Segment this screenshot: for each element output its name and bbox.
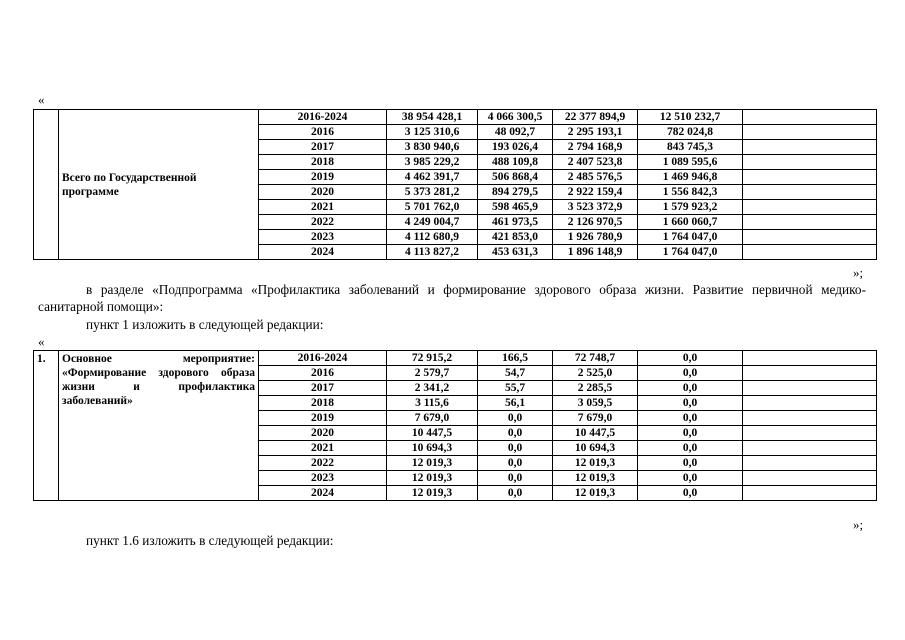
total-amount-cell: 1 764 047,0 bbox=[638, 230, 743, 245]
total-amount-cell: 1 089 595,6 bbox=[638, 155, 743, 170]
activity-amount-cell: 55,7 bbox=[478, 381, 553, 396]
total-amount-cell: 3 125 310,6 bbox=[387, 125, 478, 140]
total-amount-cell: 506 868,4 bbox=[478, 170, 553, 185]
activity-amount-cell: 72 748,7 bbox=[553, 351, 638, 366]
activity-amount-cell: 0,0 bbox=[638, 486, 743, 501]
total-empty-cell bbox=[743, 125, 877, 140]
total-year-cell: 2023 bbox=[259, 230, 387, 245]
activity-amount-cell: 10 447,5 bbox=[387, 426, 478, 441]
total-label-cell: Всего по Государственной программе bbox=[59, 110, 259, 260]
total-amount-cell: 894 279,5 bbox=[478, 185, 553, 200]
activity-amount-cell: 3 115,6 bbox=[387, 396, 478, 411]
activity-year-cell: 2016 bbox=[259, 366, 387, 381]
activity-year-cell: 2017 bbox=[259, 381, 387, 396]
section-paragraph: в разделе «Подпрограмма «Профилактика заболеваний и формирование здорового образа жизни. Развитие первичной медико-санитарной помощи»: bbox=[38, 282, 866, 314]
main-activity-table bbox=[33, 350, 877, 501]
activity-amount-cell: 0,0 bbox=[478, 441, 553, 456]
total-year-cell: 2019 bbox=[259, 170, 387, 185]
activity-amount-cell: 12 019,3 bbox=[553, 456, 638, 471]
total-empty-cell bbox=[743, 185, 877, 200]
activity-amount-cell: 2 525,0 bbox=[553, 366, 638, 381]
total-amount-cell: 3 985 229,2 bbox=[387, 155, 478, 170]
activity-amount-cell: 0,0 bbox=[478, 486, 553, 501]
total-amount-cell: 38 954 428,1 bbox=[387, 110, 478, 125]
total-empty-cell bbox=[743, 215, 877, 230]
total-amount-cell: 5 373 281,2 bbox=[387, 185, 478, 200]
activity-amount-cell: 7 679,0 bbox=[553, 411, 638, 426]
activity-amount-cell: 72 915,2 bbox=[387, 351, 478, 366]
total-empty-cell bbox=[743, 170, 877, 185]
activity-amount-cell: 0,0 bbox=[638, 366, 743, 381]
activity-amount-cell: 0,0 bbox=[638, 396, 743, 411]
total-amount-cell: 4 462 391,7 bbox=[387, 170, 478, 185]
total-amount-cell: 1 896 148,9 bbox=[553, 245, 638, 260]
activity-empty-cell bbox=[743, 486, 877, 501]
total-year-cell: 2021 bbox=[259, 200, 387, 215]
activity-amount-cell: 7 679,0 bbox=[387, 411, 478, 426]
activity-year-cell: 2018 bbox=[259, 396, 387, 411]
activity-amount-cell: 0,0 bbox=[478, 411, 553, 426]
total-amount-cell: 4 113 827,2 bbox=[387, 245, 478, 260]
total-amount-cell: 48 092,7 bbox=[478, 125, 553, 140]
total-year-cell: 2017 bbox=[259, 140, 387, 155]
total-amount-cell: 1 469 946,8 bbox=[638, 170, 743, 185]
activity-empty-cell bbox=[743, 396, 877, 411]
total-amount-cell: 4 066 300,5 bbox=[478, 110, 553, 125]
activity-amount-cell: 12 019,3 bbox=[553, 471, 638, 486]
activity-amount-cell: 2 285,5 bbox=[553, 381, 638, 396]
total-empty-cell bbox=[743, 140, 877, 155]
total-amount-cell: 2 485 576,5 bbox=[553, 170, 638, 185]
activity-amount-cell: 10 694,3 bbox=[553, 441, 638, 456]
activity-number-cell: 1. bbox=[34, 351, 59, 501]
activity-amount-cell: 10 694,3 bbox=[387, 441, 478, 456]
activity-amount-cell: 2 341,2 bbox=[387, 381, 478, 396]
open-quote-1: « bbox=[38, 92, 45, 107]
total-year-cell: 2018 bbox=[259, 155, 387, 170]
activity-year-cell: 2020 bbox=[259, 426, 387, 441]
total-number-cell bbox=[34, 110, 59, 260]
activity-empty-cell bbox=[743, 366, 877, 381]
activity-amount-cell: 3 059,5 bbox=[553, 396, 638, 411]
total-amount-cell: 22 377 894,9 bbox=[553, 110, 638, 125]
total-year-cell: 2024 bbox=[259, 245, 387, 260]
total-empty-cell bbox=[743, 245, 877, 260]
activity-amount-cell: 10 447,5 bbox=[553, 426, 638, 441]
activity-amount-cell: 0,0 bbox=[638, 456, 743, 471]
activity-amount-cell: 56,1 bbox=[478, 396, 553, 411]
activity-amount-cell: 12 019,3 bbox=[387, 456, 478, 471]
total-amount-cell: 5 701 762,0 bbox=[387, 200, 478, 215]
activity-year-cell: 2024 bbox=[259, 486, 387, 501]
total-amount-cell: 3 830 940,6 bbox=[387, 140, 478, 155]
close-quote-2: »; bbox=[853, 517, 864, 532]
activity-empty-cell bbox=[743, 471, 877, 486]
total-year-cell: 2022 bbox=[259, 215, 387, 230]
activity-empty-cell bbox=[743, 411, 877, 426]
activity-amount-cell: 166,5 bbox=[478, 351, 553, 366]
item1-6-paragraph: пункт 1.6 изложить в следующей редакции: bbox=[86, 533, 334, 548]
total-amount-cell: 2 407 523,8 bbox=[553, 155, 638, 170]
total-amount-cell: 461 973,5 bbox=[478, 215, 553, 230]
activity-amount-cell: 0,0 bbox=[638, 351, 743, 366]
total-empty-cell bbox=[743, 110, 877, 125]
total-amount-cell: 843 745,3 bbox=[638, 140, 743, 155]
activity-empty-cell bbox=[743, 351, 877, 366]
total-amount-cell: 598 465,9 bbox=[478, 200, 553, 215]
activity-label-cell: Основное мероприятие: «Формирование здорового образа жизни и профилактика заболеваний» bbox=[59, 351, 259, 501]
open-quote-2: « bbox=[38, 334, 45, 349]
activity-amount-cell: 0,0 bbox=[638, 441, 743, 456]
activity-year-cell: 2019 bbox=[259, 411, 387, 426]
total-row bbox=[34, 110, 877, 125]
total-amount-cell: 488 109,8 bbox=[478, 155, 553, 170]
total-year-cell: 2016-2024 bbox=[259, 110, 387, 125]
total-amount-cell: 2 794 168,9 bbox=[553, 140, 638, 155]
program-total-table bbox=[33, 109, 877, 260]
total-amount-cell: 1 926 780,9 bbox=[553, 230, 638, 245]
total-amount-cell: 3 523 372,9 bbox=[553, 200, 638, 215]
activity-amount-cell: 0,0 bbox=[638, 381, 743, 396]
total-amount-cell: 2 922 159,4 bbox=[553, 185, 638, 200]
total-amount-cell: 4 112 680,9 bbox=[387, 230, 478, 245]
activity-amount-cell: 12 019,3 bbox=[387, 486, 478, 501]
activity-amount-cell: 12 019,3 bbox=[387, 471, 478, 486]
activity-year-cell: 2016-2024 bbox=[259, 351, 387, 366]
total-amount-cell: 4 249 004,7 bbox=[387, 215, 478, 230]
activity-amount-cell: 0,0 bbox=[638, 411, 743, 426]
total-year-cell: 2016 bbox=[259, 125, 387, 140]
activity-amount-cell: 0,0 bbox=[478, 471, 553, 486]
activity-year-cell: 2021 bbox=[259, 441, 387, 456]
activity-empty-cell bbox=[743, 426, 877, 441]
activity-amount-cell: 0,0 bbox=[478, 426, 553, 441]
total-empty-cell bbox=[743, 230, 877, 245]
total-year-cell: 2020 bbox=[259, 185, 387, 200]
total-amount-cell: 1 579 923,2 bbox=[638, 200, 743, 215]
activity-empty-cell bbox=[743, 456, 877, 471]
close-quote-1: »; bbox=[853, 265, 864, 280]
activity-amount-cell: 0,0 bbox=[478, 456, 553, 471]
total-empty-cell bbox=[743, 155, 877, 170]
activity-empty-cell bbox=[743, 441, 877, 456]
total-amount-cell: 193 026,4 bbox=[478, 140, 553, 155]
total-amount-cell: 1 660 060,7 bbox=[638, 215, 743, 230]
item1-paragraph: пункт 1 изложить в следующей редакции: bbox=[86, 317, 324, 332]
total-amount-cell: 12 510 232,7 bbox=[638, 110, 743, 125]
activity-year-cell: 2023 bbox=[259, 471, 387, 486]
activity-amount-cell: 12 019,3 bbox=[553, 486, 638, 501]
activity-year-cell: 2022 bbox=[259, 456, 387, 471]
total-amount-cell: 2 126 970,5 bbox=[553, 215, 638, 230]
total-amount-cell: 1 556 842,3 bbox=[638, 185, 743, 200]
activity-empty-cell bbox=[743, 381, 877, 396]
activity-amount-cell: 0,0 bbox=[638, 471, 743, 486]
total-amount-cell: 453 631,3 bbox=[478, 245, 553, 260]
total-amount-cell: 2 295 193,1 bbox=[553, 125, 638, 140]
total-empty-cell bbox=[743, 200, 877, 215]
activity-amount-cell: 0,0 bbox=[638, 426, 743, 441]
total-amount-cell: 782 024,8 bbox=[638, 125, 743, 140]
activity-amount-cell: 54,7 bbox=[478, 366, 553, 381]
total-amount-cell: 421 853,0 bbox=[478, 230, 553, 245]
activity-amount-cell: 2 579,7 bbox=[387, 366, 478, 381]
activity-row bbox=[34, 351, 877, 366]
total-amount-cell: 1 764 047,0 bbox=[638, 245, 743, 260]
